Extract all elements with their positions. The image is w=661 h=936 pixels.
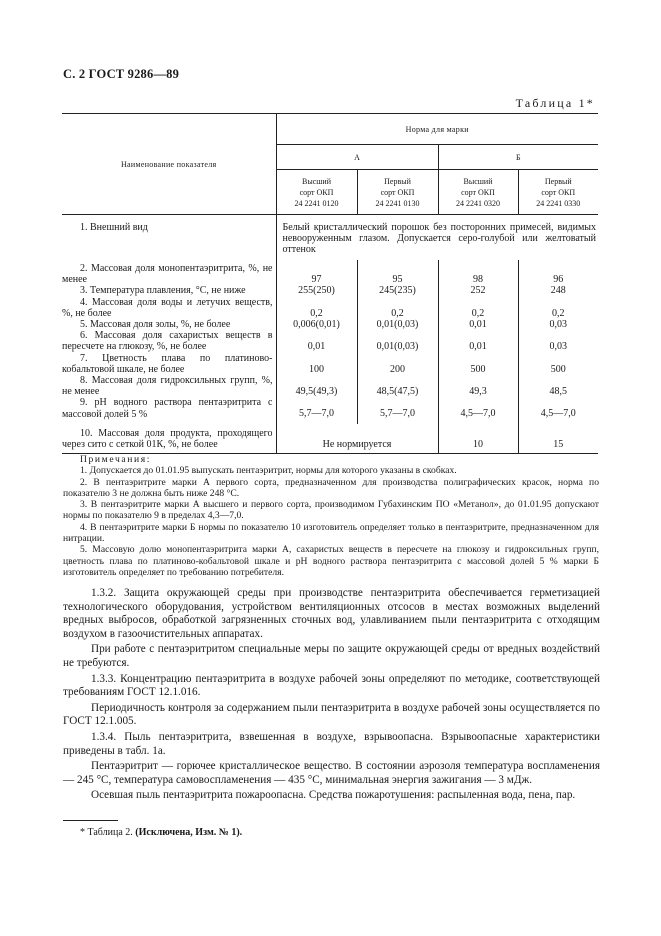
value-cell: 48,5(47,5) xyxy=(376,385,419,397)
value-cell: 0,01 xyxy=(469,341,487,353)
notes-heading: Примечания: xyxy=(80,454,151,465)
indicator-name: 4. Массовая доля воды и летучих веществ, %, не более xyxy=(62,296,273,319)
header-sort-a-top xyxy=(276,170,357,215)
okp-code: 24 2241 0330 xyxy=(536,198,581,208)
header-sort-a-first xyxy=(357,170,438,215)
column-b-first xyxy=(518,260,598,424)
indicator-name: 1. Внешний вид xyxy=(80,222,148,233)
value-cell: 10 xyxy=(438,424,518,454)
paragraph: Осевшая пыль пентаэритрита пожароопасна. Средства пожаротушения: распыленная вода, пена, пар. xyxy=(91,789,576,802)
value-cell: 49,3 xyxy=(469,385,487,397)
header-brand-a: А xyxy=(276,145,438,170)
table-row xyxy=(62,424,598,454)
value-cell: 98 xyxy=(473,274,483,285)
header-indicator-name: Наименование показателя xyxy=(62,114,276,215)
header-norm: Норма для марки xyxy=(276,114,598,145)
footnote-text: * Таблица 2. xyxy=(80,827,133,838)
indicator-name: 5. Массовая доля золы, %, не более xyxy=(80,319,231,331)
value-cell: 100 xyxy=(309,363,324,375)
sort-label: сорт ОКП xyxy=(541,187,576,197)
indicator-name: 3. Температура плавления, °С, не ниже xyxy=(80,285,246,297)
note-item: 3. В пентаэритрите марки А высшего и первого сорта, производимом Губахинским ПО «Метанол», до 01.01.95 допускают нормы по показателю 9 в пределах 4,3—7,0. xyxy=(63,499,599,522)
paragraph: 1.3.4. Пыль пентаэритрита, взвешенная в воздухе, взрывоопасна. Взрывоопасные характеристики приведены в табл. 1а. xyxy=(63,730,600,757)
sort-label: сорт ОКП xyxy=(299,187,334,197)
paragraph: Пентаэритрит — горючее кристаллическое вещество. В состоянии аэрозоля температура воспламенения — 245 °С, температура самовоспламенения — 435 °С, минимальная энергия зажигания — 3 мДж. xyxy=(63,760,600,786)
footnote-bold-text: (Исключена, Изм. № 1). xyxy=(135,827,243,838)
value-cell: 97 xyxy=(311,274,322,285)
value-cell: 245(235) xyxy=(379,285,416,297)
indicator-name: 2. Массовая доля монопентаэритрита, %, не менее xyxy=(62,263,273,286)
indicator-name: 7. Цветность плава по платиново-кобальтовой шкале, не более xyxy=(62,352,273,375)
value-cell: 0,006(0,01) xyxy=(293,318,340,330)
header-brand-b: Б xyxy=(438,145,598,170)
value-cell: 15 xyxy=(518,424,598,454)
note-item: 4. В пентаэритрите марки Б нормы по показателю 10 изготовитель определяет только в пентаэритрите, предназначенном для нитрации. xyxy=(63,521,599,545)
value-cell: 500 xyxy=(470,363,486,375)
value-cell: 48,5 xyxy=(549,385,567,397)
value-cell: 248 xyxy=(550,285,566,297)
value-cell: 0,01 xyxy=(469,318,487,330)
value-cell: 0,2 xyxy=(471,307,485,319)
sort-label: Первый xyxy=(544,176,572,186)
okp-code: 24 2241 0320 xyxy=(456,198,500,208)
indicator-name: 6. Массовая доля сахаристых веществ в пересчете на глюкозу, %, не более xyxy=(62,330,273,353)
paragraph: При работе с пентаэритритом специальные меры по защите окружающей среды от вредных воздействий не требуются. xyxy=(63,643,600,669)
value-cell: 5,7—7,0 xyxy=(380,408,415,420)
table-1 xyxy=(62,113,598,454)
paragraph: Периодичность контроля за содержанием пыли пентаэритрита в воздухе рабочей зоны осуществляется по ГОСТ 12.1.005. xyxy=(63,701,600,728)
appearance-value: Белый кристаллический порошок без посторонних примесей, видимых невооруженным глазом. Допускается серо-голубой или желтоватый оттенок xyxy=(276,215,598,261)
column-b-top xyxy=(438,260,518,424)
table-notes xyxy=(63,454,599,578)
sort-label: сорт ОКП xyxy=(461,187,495,197)
header-sort-b-first xyxy=(518,170,598,215)
value-cell: 4,5—7,0 xyxy=(460,408,496,420)
value-cell: 49,5(49,3) xyxy=(295,385,338,397)
column-a-first xyxy=(357,260,438,424)
note-item: 2. В пентаэритрите марки А первого сорта, предназначенном для производства полиграфических красок, норма по показателю 3 не должна быть ниже 248 °С. xyxy=(63,476,599,499)
value-cell: 0,01 xyxy=(307,341,326,353)
paragraph: 1.3.2. Защита окружающей среды при производстве пентаэритрита обеспечивается герметизацией технологического оборудования, устройством вентиляционных отсосов в местах возможных выделений вредных выбросов, обработкой загрязненных сточных вод, улавливанием пыли пентаэритрита с отходящим воздухом в газоочистительных аппаратах. xyxy=(63,587,600,640)
column-a-top xyxy=(276,260,357,424)
indicator-name: 8. Массовая доля гидроксильных групп, %, не менее xyxy=(62,375,273,398)
table-row xyxy=(62,260,598,424)
value-cell: 0,2 xyxy=(310,307,323,319)
okp-code: 24 2241 0120 xyxy=(294,198,339,208)
value-cell: 5,7—7,0 xyxy=(299,408,334,420)
page-header: С. 2 ГОСТ 9286—89 xyxy=(63,67,180,81)
footnote-divider xyxy=(63,820,118,821)
header-sort-b-top xyxy=(438,170,518,215)
value-cell: 0,03 xyxy=(549,318,567,330)
value-cell: 252 xyxy=(470,285,486,297)
sort-label: Высший xyxy=(463,176,493,186)
value-cell: 0,03 xyxy=(549,341,567,353)
value-cell: 0,01(0,03) xyxy=(376,341,419,353)
value-cell: 0,01(0,03) xyxy=(376,318,419,330)
table-row xyxy=(62,215,598,261)
indicator-name: 9. pH водного раствора пентаэритрита с массовой долей 5 % xyxy=(62,397,273,420)
okp-code: 24 2241 0130 xyxy=(375,198,420,208)
footnote xyxy=(80,827,242,838)
value-cell: 96 xyxy=(553,274,564,285)
value-cell: 0,2 xyxy=(391,307,404,319)
value-cell: 200 xyxy=(390,363,405,375)
value-cell: 500 xyxy=(550,363,566,375)
paragraph: 1.3.3. Концентрацию пентаэритрита в воздухе рабочей зоны определяют по методике, соответствующей требованиям ГОСТ 12.1.016. xyxy=(63,672,600,699)
value-cell: 0,2 xyxy=(552,307,565,319)
value-cell: Не нормируется xyxy=(276,424,438,454)
note-item: 1. Допускается до 01.01.95 выпускать пентаэритрит, нормы для которого указаны в скобках. xyxy=(80,465,457,477)
sort-label: сорт ОКП xyxy=(380,187,415,197)
table-label: Таблица 1* xyxy=(515,96,595,110)
value-cell: 95 xyxy=(392,274,403,285)
indicator-name: 10. Массовая доля продукта, проходящего через сито с сеткой 01К, %, не более xyxy=(62,427,273,451)
body-text xyxy=(63,587,600,805)
sort-label: Высший xyxy=(302,176,331,186)
note-item: 5. Массовую долю монопентаэритрита марки А, сахаристых веществ в пересчете на глюкозу и гидроксильных групп, цветность плава по платиново-кобальтовой шкале и рН водного раствора пентаэритрита с массовой долей 5 % марки Б изготовитель определяет по требованию потребителя. xyxy=(63,544,599,578)
value-cell: 255(250) xyxy=(298,285,335,297)
value-cell: 4,5—7,0 xyxy=(540,408,576,420)
sort-label: Первый xyxy=(384,176,411,186)
